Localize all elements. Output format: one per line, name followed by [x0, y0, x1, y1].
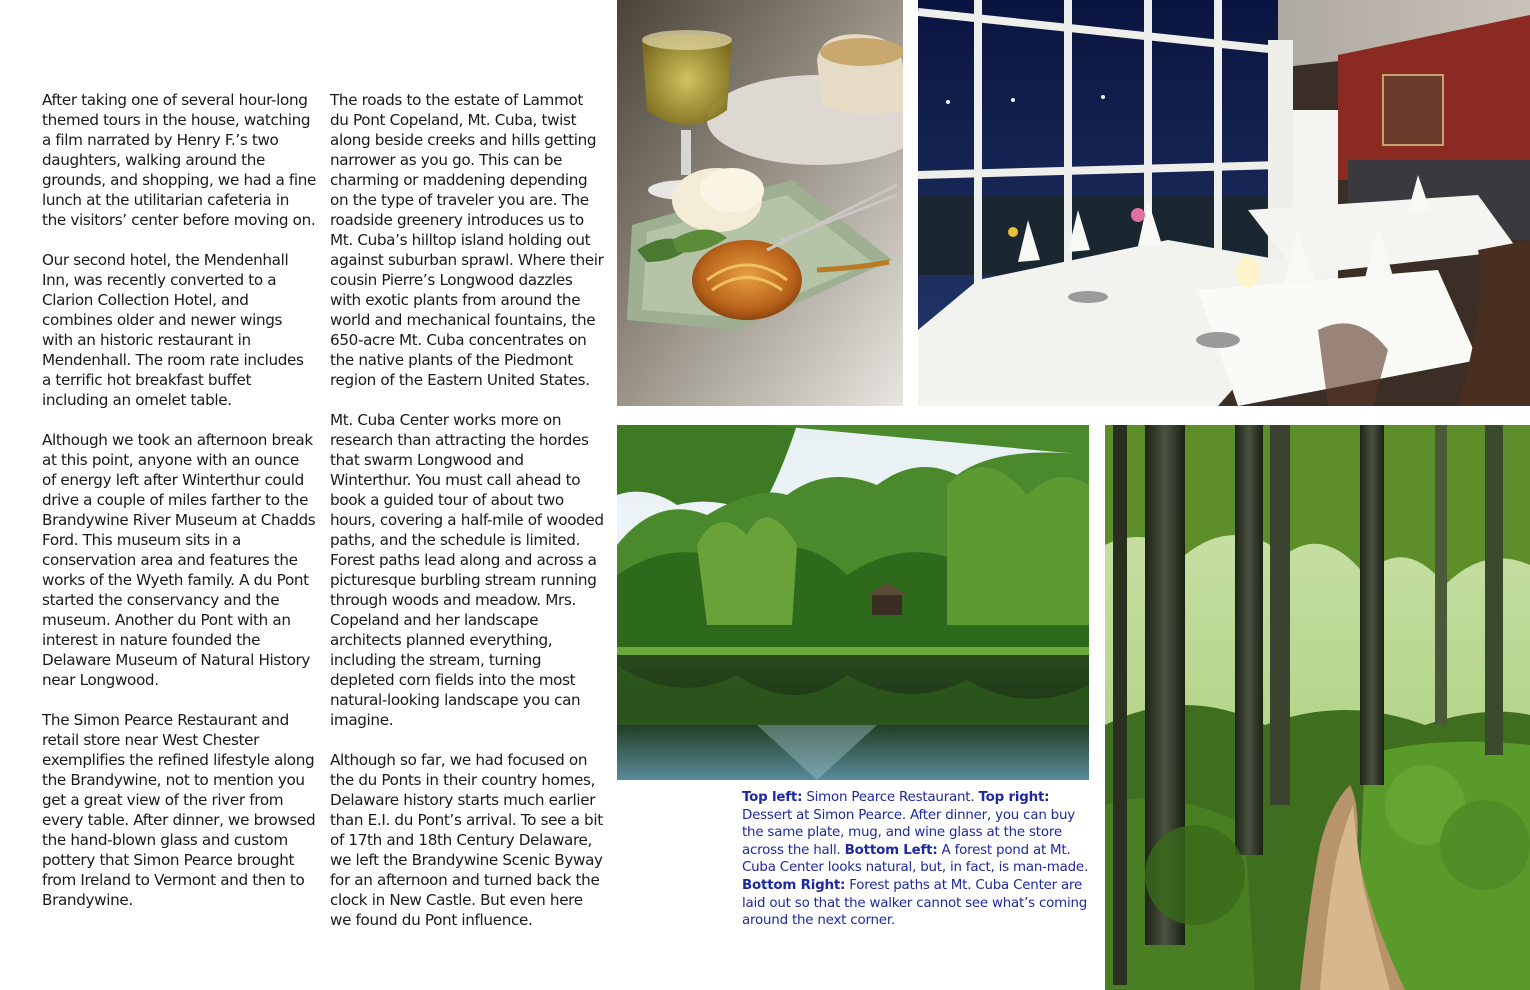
article-column-left [42, 90, 317, 930]
caption-text-bottom-left: A forest pond at Mt. Cuba Center looks natural, but, in fact, is man-made. [742, 842, 1089, 876]
paragraph: Our second hotel, the Mendenhall Inn, was recently converted to a Clarion Collection Hotel, and combines older and newer wings with an historic restaurant in Mendenhall. The room rate includes a terrific hot breakfast buffet including an omelet table. [42, 251, 304, 409]
caption-text-top-right: Dessert at Simon Pearce. After dinner, you can buy the same plate, mug, and wine glass at the store across the hall. [742, 807, 1075, 858]
paragraph: After taking one of several hour-long themed tours in the house, watching a film narrated by Henry F.’s two daughters, walking around the grounds, and shopping, we had a fine lunch at the utilitarian cafeteria in the visitors’ center before moving on. [42, 91, 317, 229]
caption-label-bottom-right: Bottom Right: [742, 877, 846, 893]
caption-label-top-right: Top right: [978, 790, 1050, 805]
paragraph: Mt. Cuba Center works more on research than attracting the hordes that swarm Longwood and Winterthur. You must call ahead to book a guided tour of about two hours, covering a half-mile of wooded paths, and the schedule is limited. Forest paths lead along and across a picturesque burbling stream running through woods and meadow. Mrs. Copeland and her landscape architects planned everything, including the stream, turning depleted corn fields into the most natural-looking landscape you can imagine. [330, 411, 604, 729]
article-column-middle [330, 90, 605, 950]
caption-label-bottom-left: Bottom Left: [844, 842, 938, 858]
forest-pond-photo [617, 425, 1089, 780]
caption-text-bottom-right: Forest paths at Mt. Cuba Center are laid out so that the walker cannot see what’s coming around the next corner. [742, 877, 1088, 929]
restaurant-photo [918, 0, 1530, 406]
caption-text-top-left: Simon Pearce Restaurant. [802, 790, 979, 805]
paragraph: Although we took an afternoon break at this point, anyone with an ounce of energy left after Winterthur could drive a couple of miles farther to the Brandywine River Museum at Chadds Ford. This museum sits in a conservation area and features the works of the Wyeth family. A du Pont started the conservancy and the museum. Another du Pont with an interest in nature founded the Delaware Museum of Natural History near Longwood. [42, 431, 316, 689]
caption-label-top-left: Top left: [742, 790, 803, 805]
forest-path-photo [1105, 425, 1530, 990]
paragraph: The Simon Pearce Restaurant and retail store near West Chester exemplifies the refined lifestyle along the Brandywine, not to mention you get a great view of the river from every table. After dinner, we browsed the hand-blown glass and custom pottery that Simon Pearce brought from Ireland to Vermont and then to Brandywine. [42, 711, 316, 909]
paragraph: The roads to the estate of Lammot du Pont Copeland, Mt. Cuba, twist along beside creeks and hills getting narrower as you go. This can be charming or maddening depending on the type of traveler you are. The roadside greenery introduces us to Mt. Cuba’s hilltop island holding out against suburban sprawl. Where their cousin Pierre’s Longwood dazzles with exotic plants from around the world and mechanical fountains, the 650-acre Mt. Cuba concentrates on the native plants of the Piedmont region of the Eastern United States. [330, 91, 604, 389]
dessert-photo [617, 0, 903, 406]
paragraph: Although so far, we had focused on the du Ponts in their country homes, Delaware history starts much earlier than E.I. du Pont’s arrival. To see a bit of 17th and 18th Century Delaware, we left the Brandywine Scenic Byway for an afternoon and turned back the clock in New Castle. But even here we found du Pont influence. [330, 751, 603, 929]
photo-caption [742, 789, 1092, 930]
